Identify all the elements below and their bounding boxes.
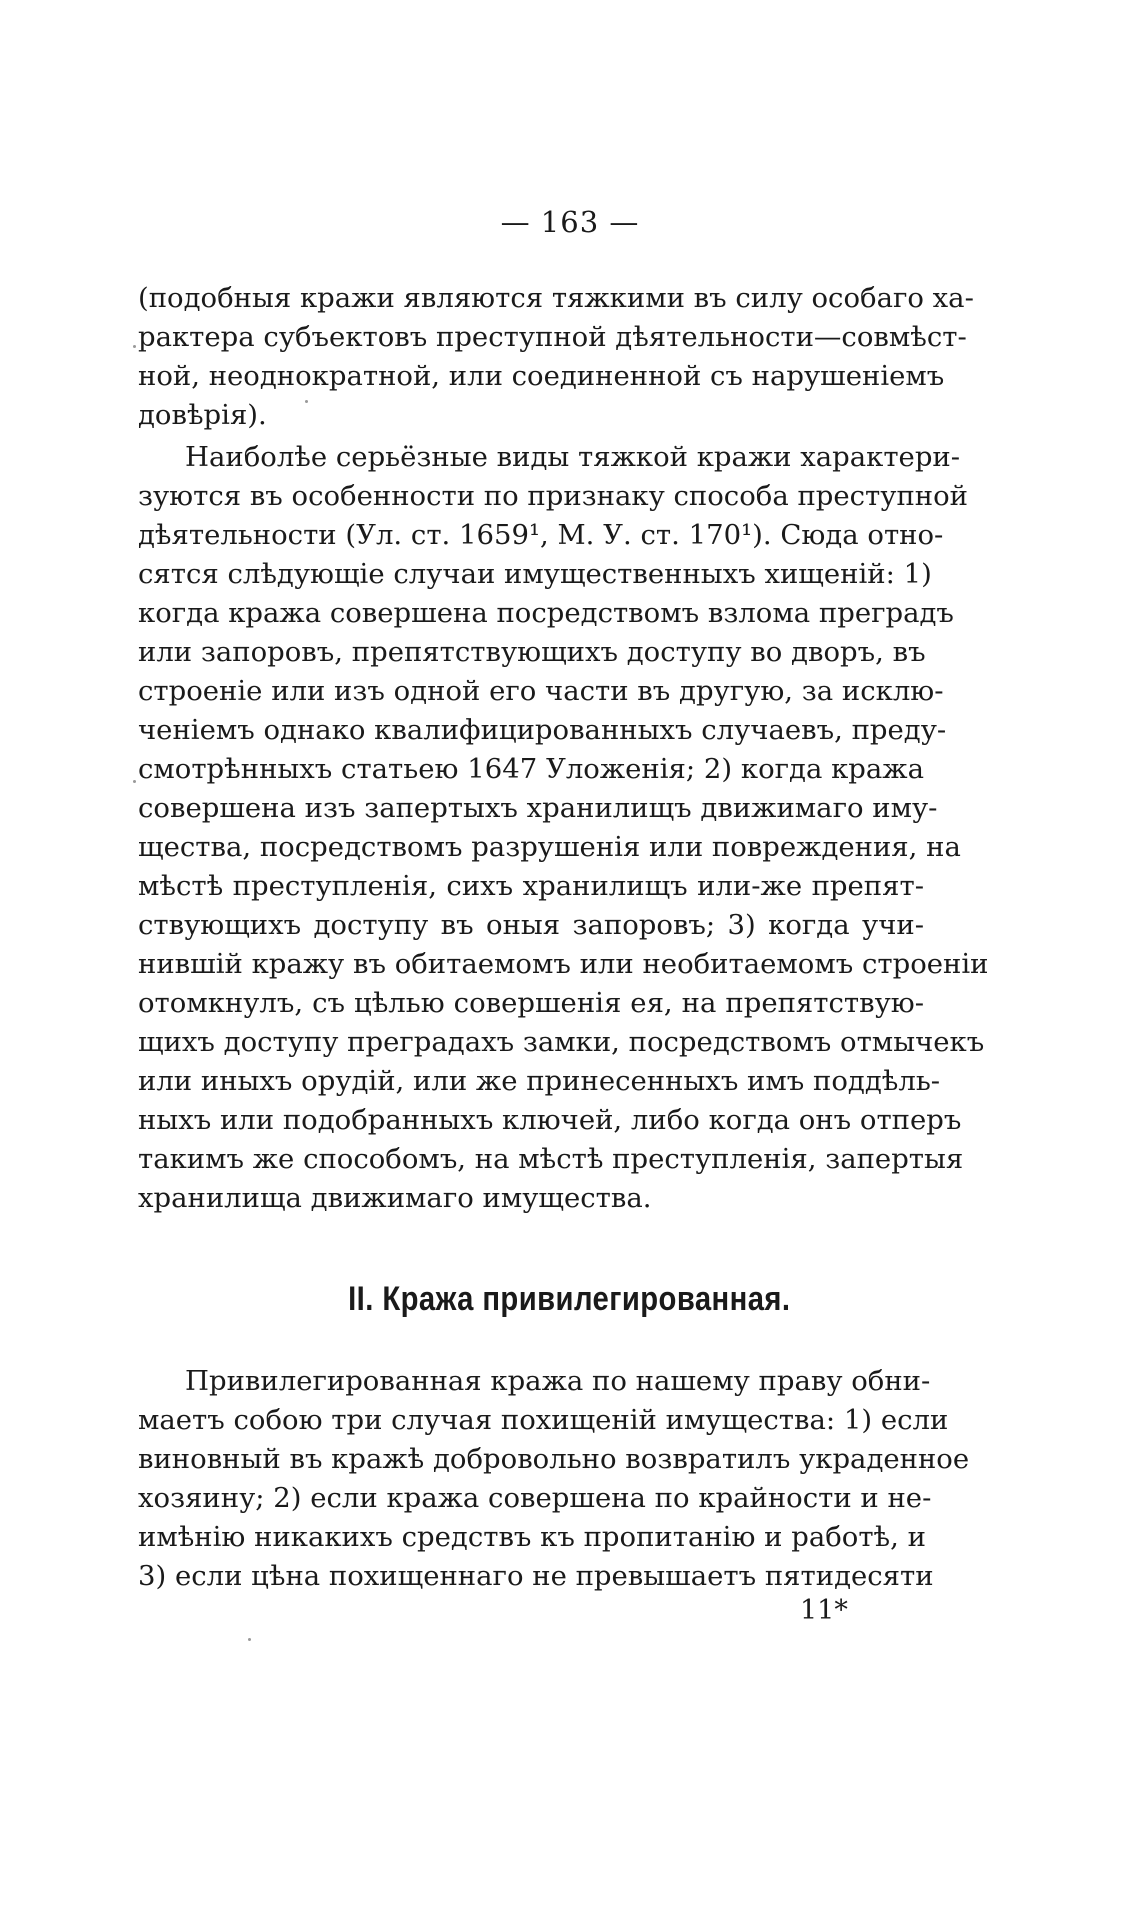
text-line: хранилища движимаго имущества. [138,1182,652,1214]
paper-speck [305,400,308,403]
text-line: щихъ доступу преградахъ замки, посредствомъ отмычекъ [138,1026,985,1058]
text-line: отомкнулъ, съ цѣлью совершенія ея, на препятствую- [138,987,924,1019]
text-line: такимъ же способомъ, на мѣстѣ преступленія, запертыя [138,1143,964,1175]
text-line: рактера субъектовъ преступной дѣятельности—совмѣст- [138,321,967,353]
text-line: нившій кражу въ обитаемомъ или необитаемомъ строеніи [138,948,989,980]
paragraph-serious-theft [138,438,989,1218]
text-line: (подобныя кражи являются тяжкими въ силу особаго ха- [138,282,974,314]
signature-mark: 11* [800,1595,848,1626]
paragraph-privileged-theft [138,1362,970,1596]
text-line: щества, посредствомъ разрушенія или повреждения, на [138,831,961,863]
text-line: имѣнію никакихъ средствъ къ пропитанію и работѣ, и [138,1521,926,1553]
text-line: маетъ собою три случая похищеній имущества: 1) если [138,1404,949,1436]
section-heading: II. Кража привилегированная. [348,1280,791,1318]
text-line: смотрѣнныхъ статьею 1647 Уложенія; 2) когда кража [138,753,924,785]
text-line: или запоровъ, препятствующихъ доступу во дворъ, въ [138,636,926,668]
text-line: хозяину; 2) если кража совершена по крайности и не- [138,1482,932,1514]
text-line: мѣстѣ преступленія, сихъ хранилищъ или-же препят- [138,870,924,902]
text-line: ченіемъ однако квалифицированныхъ случаевъ, преду- [138,714,947,746]
text-line: дѣятельности (Ул. ст. 1659¹, М. У. ст. 170¹). Сюда отно- [138,519,944,551]
text-line: когда кража совершена посредствомъ взлома преградъ [138,597,954,629]
text-line: ствующихъ доступу въ оныя запоровъ; 3) когда учи- [138,909,924,941]
paragraph-continuation [138,279,974,435]
text-line: 3) если цѣна похищеннаго не превышаетъ пятидесяти [138,1560,934,1592]
text-line: или иныхъ орудій, или же принесенныхъ имъ поддѣль- [138,1065,941,1097]
text-line: ной, неоднократной, или соединенной съ нарушеніемъ [138,360,945,392]
text-line: ныхъ или подобранныхъ ключей, либо когда онъ отперъ [138,1104,962,1136]
text-line: виновный въ кражѣ добровольно возвратилъ украденное [138,1443,970,1475]
paper-speck [248,1638,251,1641]
text-line: довѣрія). [138,399,267,431]
paper-speck [133,345,136,348]
text-line: строеніе или изъ одной его части въ другую, за исклю- [138,675,944,707]
text-line: сятся слѣдующіе случаи имущественныхъ хищеній: 1) [138,558,932,590]
text-line: зуются въ особенности по признаку способа преступной [138,480,968,512]
text-line: совершена изъ запертыхъ хранилищъ движимаго иму- [138,792,938,824]
text-line: Привилегированная кража по нашему праву обни- [185,1365,931,1397]
paper-speck [133,780,136,783]
page-number: — 163 — [500,205,640,239]
text-line: Наиболѣе серьёзные виды тяжкой кражи характери- [185,441,961,473]
